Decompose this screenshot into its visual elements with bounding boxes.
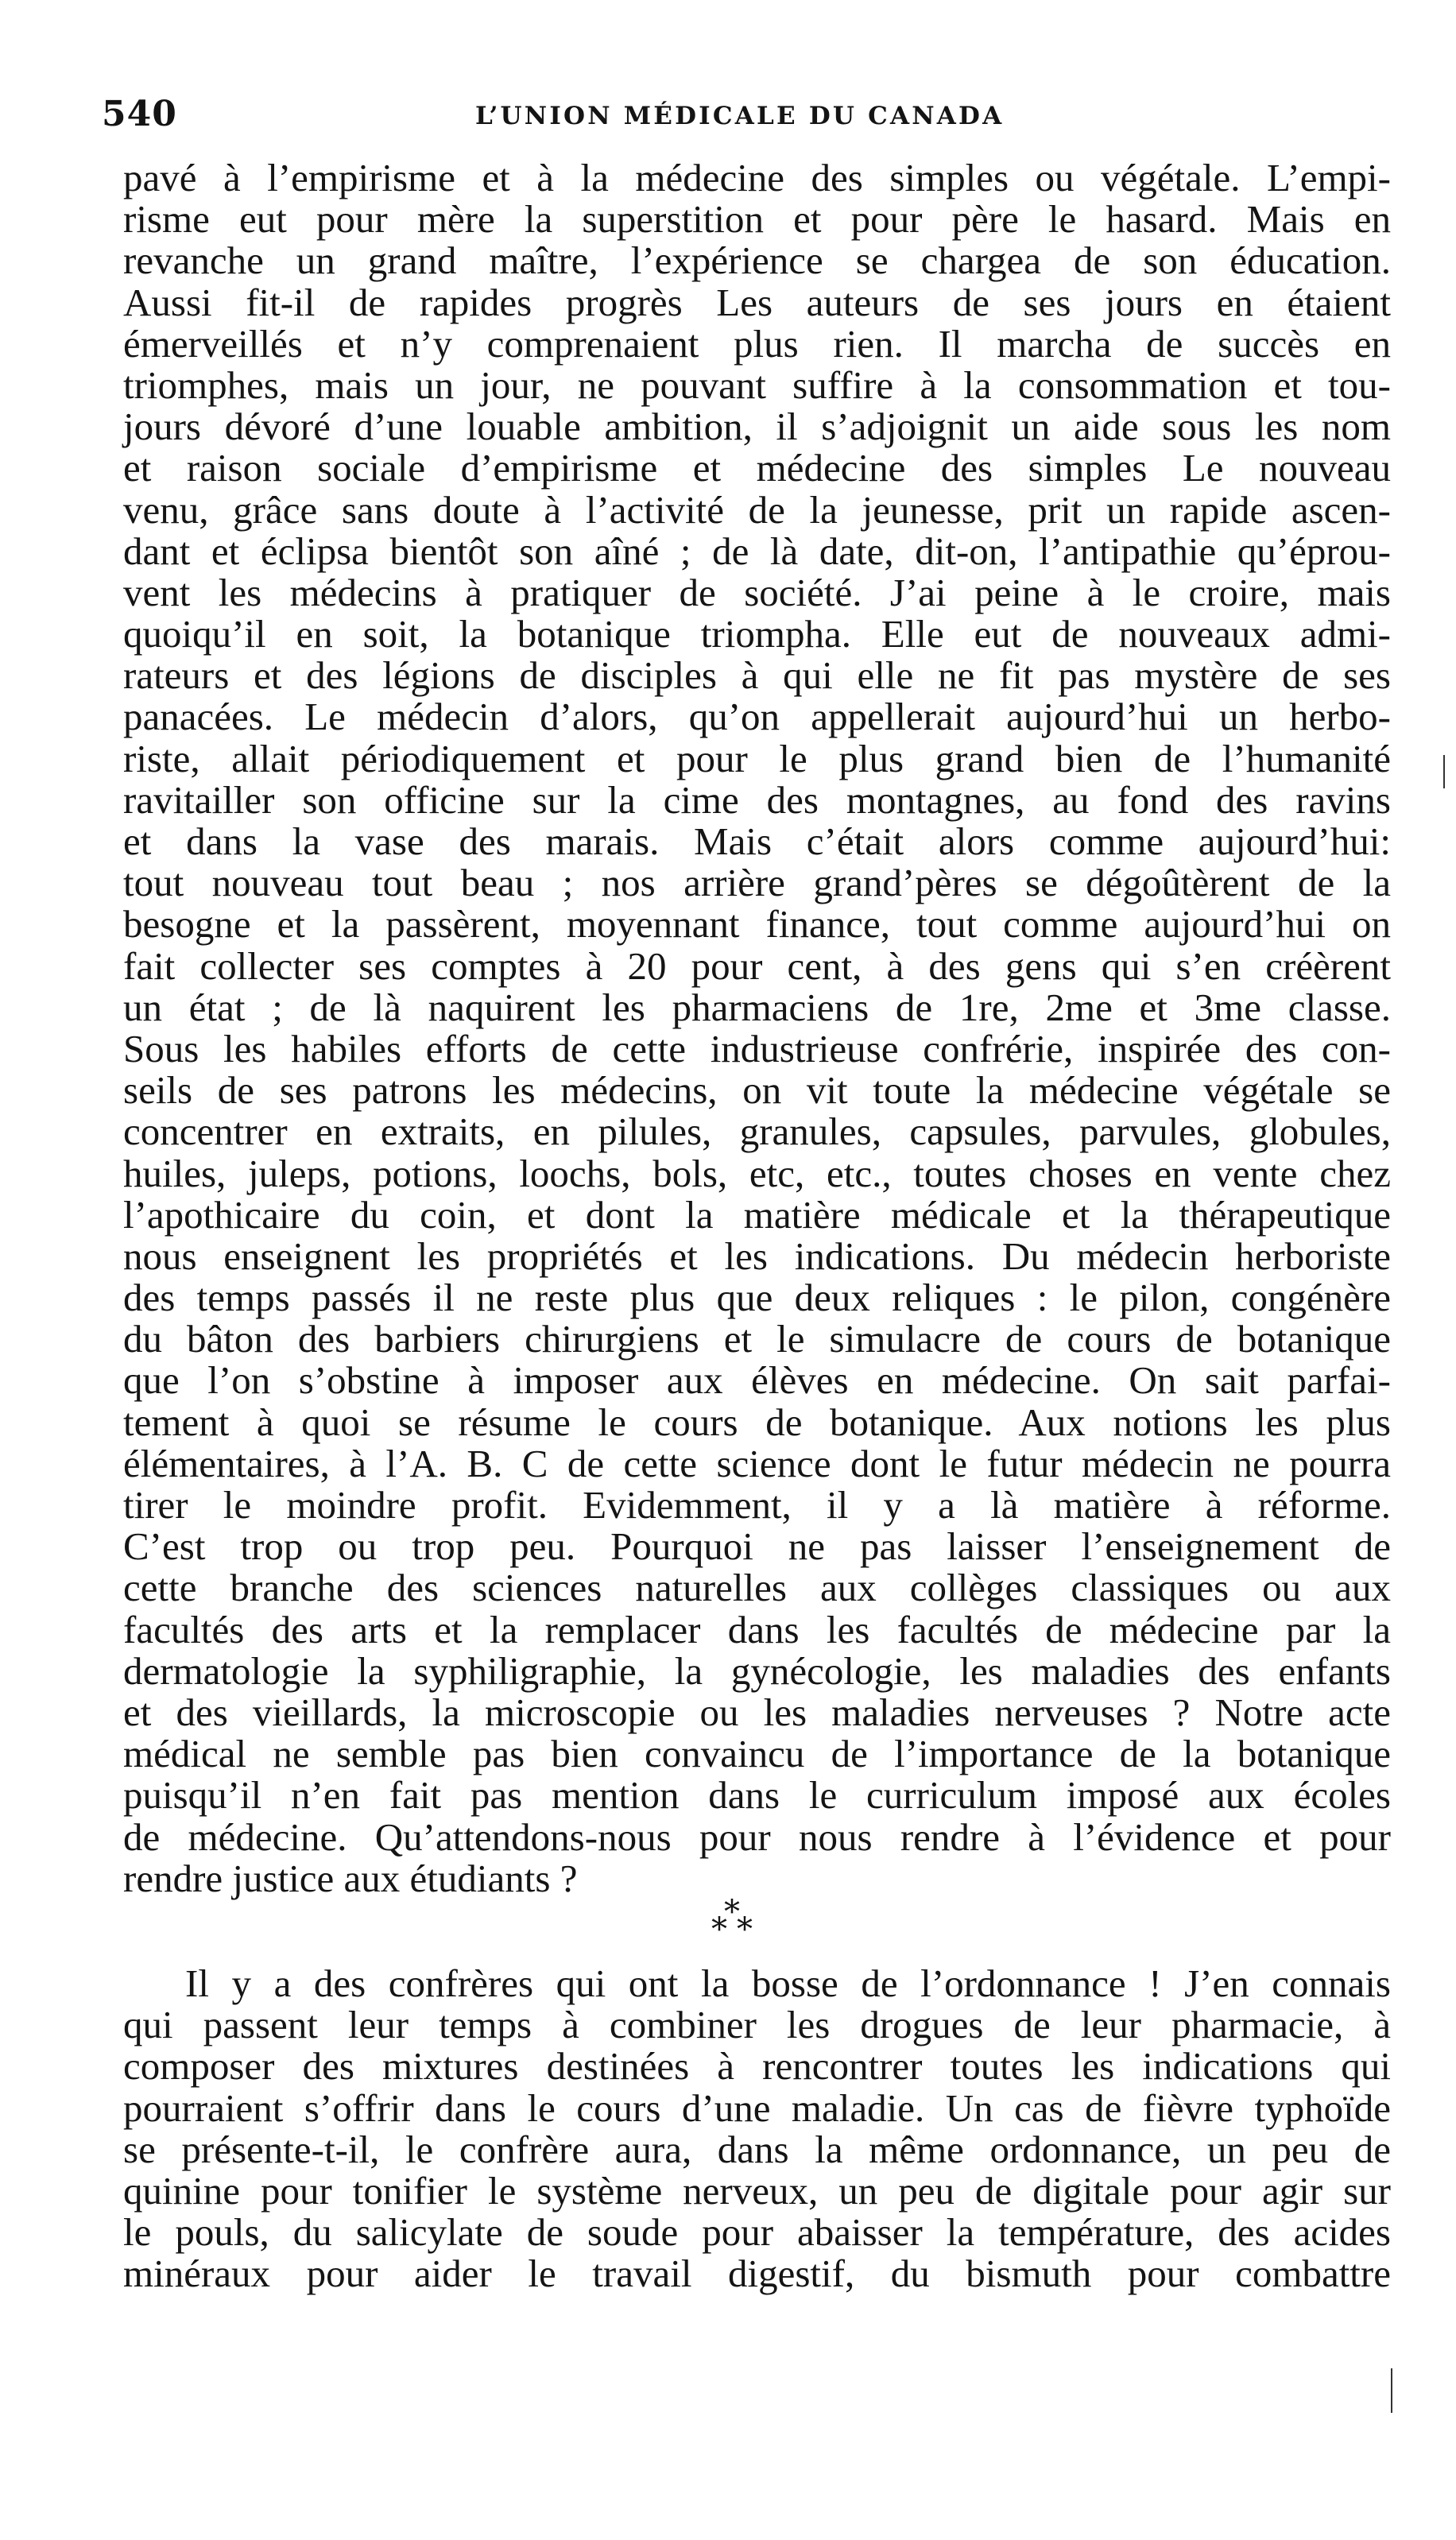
text-line: quinine pour tonifier le système nerveux, un peu de digitale pour agir sur bbox=[123, 2168, 1391, 2213]
margin-rule bbox=[1391, 2368, 1392, 2413]
text-line: minéraux pour aider le travail digestif, du bismuth pour combattre bbox=[123, 2252, 1391, 2296]
text-line: rendre justice aux étudiants ? bbox=[123, 1856, 578, 1900]
text-line: Sous les habiles efforts de cette industrieuse confrérie, inspirée des con- bbox=[123, 1026, 1391, 1071]
text-line: du bâton des barbiers chirurgiens et le simulacre de cours de botanique bbox=[123, 1317, 1391, 1361]
text-line: tirer le moindre profit. Evidemment, il y a là matière à réforme. bbox=[123, 1483, 1391, 1527]
text-line: émerveillés et n’y comprenaient plus rien. Il marcha de succès en bbox=[123, 321, 1391, 366]
text-line: cette branche des sciences naturelles aux collèges classiques ou aux bbox=[123, 1566, 1391, 1610]
text-line: médical ne semble pas bien convaincu de l’importance de la botanique bbox=[123, 1732, 1391, 1776]
text-line: venu, grâce sans doute à l’activité de la jeunesse, prit un rapide ascen- bbox=[123, 487, 1391, 532]
text-line: tout nouveau tout beau ; nos arrière grand’pères se dégoûtèrent de la bbox=[123, 861, 1391, 905]
text-line: quoiqu’il en soit, la botanique triompha. Elle eut de nouveaux admi- bbox=[123, 612, 1391, 656]
text-line: élémentaires, à l’A. B. C de cette science dont le futur médecin ne pourra bbox=[123, 1441, 1391, 1485]
text-line: jours dévoré d’une louable ambition, il s’adjoignit un aide sous les nom bbox=[123, 405, 1391, 449]
asterisk-icon: * bbox=[737, 1911, 753, 1948]
text-line: dermatologie la syphiligraphie, la gynécologie, les maladies des enfants bbox=[123, 1648, 1391, 1693]
text-line: et dans la vase des marais. Mais c’était alors comme aujourd’hui: bbox=[123, 819, 1391, 863]
text-line: panacées. Le médecin d’alors, qu’on appellerait aujourd’hui un herbo- bbox=[123, 695, 1391, 739]
running-head bbox=[102, 94, 1024, 141]
text-line: concentrer en extraits, en pilules, granules, capsules, parvules, globules, bbox=[123, 1109, 1391, 1154]
text-line: dant et éclipsa bientôt son aîné ; de là date, dit-on, l’antipathie qu’éprou- bbox=[123, 529, 1391, 573]
article-paragraph-botany bbox=[123, 157, 1391, 1899]
text-line: de médecine. Qu’attendons-nous pour nous rendre à l’évidence et pour bbox=[123, 1814, 1391, 1859]
text-line: seils de ses patrons les médecins, on vit toute la médecine végétale se bbox=[123, 1068, 1391, 1113]
text-line: composer des mixtures destinées à rencontrer toutes les indications qui bbox=[123, 2044, 1391, 2089]
text-line: et des vieillards, la microscopie ou les maladies nerveuses ? Notre acte bbox=[123, 1690, 1391, 1734]
text-line: un état ; de là naquirent les pharmaciens de 1re, 2me et 3me classe. bbox=[123, 985, 1391, 1029]
text-line: l’apothicaire du coin, et dont la matière médicale et la thérapeutique bbox=[123, 1192, 1391, 1237]
text-line: des temps passés il ne reste plus que deux reliques : le pilon, congénère bbox=[123, 1276, 1391, 1320]
text-line: risme eut pour mère la superstition et pour père le hasard. Mais en bbox=[123, 197, 1391, 242]
text-line: qui passent leur temps à combiner les drogues de leur pharmacie, à bbox=[123, 2003, 1391, 2047]
text-line: tement à quoi se résume le cours de botanique. Aux notions les plus bbox=[123, 1400, 1391, 1444]
journal-title: L’UNION MÉDICALE DU CANADA bbox=[475, 102, 1005, 130]
text-line: huiles, juleps, potions, loochs, bols, etc, etc., toutes choses en vente chez bbox=[123, 1151, 1391, 1195]
text-line: se présente-t-il, le confrère aura, dans la même ordonnance, un peu de bbox=[123, 2127, 1391, 2171]
text-line: puisqu’il n’en fait pas mention dans le curriculum imposé aux écoles bbox=[123, 1773, 1391, 1818]
text-line: le pouls, du salicylate de soude pour abaisser la température, des acides bbox=[123, 2210, 1391, 2255]
text-line: nous enseignent les propriétés et les indications. Du médecin herboriste bbox=[123, 1233, 1391, 1278]
text-line: besogne et la passèrent, moyennant finance, tout comme aujourd’hui on bbox=[123, 902, 1391, 947]
text-line: que l’on s’obstine à imposer aux élèves en médecine. On sait parfai- bbox=[123, 1358, 1391, 1403]
margin-rule bbox=[1443, 755, 1445, 788]
text-line: rateurs et des légions de disciples à qui elle ne fit pas mystère de ses bbox=[123, 653, 1391, 698]
text-line: ravitailler son officine sur la cime des montagnes, au fond des ravins bbox=[123, 777, 1391, 822]
text-line: revanche un grand maître, l’expérience se chargea de son éducation. bbox=[123, 238, 1391, 283]
text-line: triomphes, mais un jour, ne pouvant suffire à la consommation et tou- bbox=[123, 362, 1391, 407]
text-line: pavé à l’empirisme et à la médecine des simples ou végétale. L’empi- bbox=[123, 156, 1391, 199]
text-line: vent les médecins à pratiquer de société. J’ai peine à le croire, mais bbox=[123, 570, 1391, 614]
article-paragraph-prescriptions bbox=[123, 1963, 1391, 2295]
text-line: fait collecter ses comptes à 20 pour cent, à des gens qui s’en créèrent bbox=[123, 943, 1391, 988]
text-line: riste, allait périodiquement et pour le plus grand bien de l’humanité bbox=[123, 736, 1391, 780]
text-line: pourraient s’offrir dans le cours d’une maladie. Un cas de fièvre typhoïde bbox=[123, 2085, 1391, 2130]
text-line: Il y a des confrères qui ont la bosse de l’ordonnance ! J’en connais bbox=[185, 1961, 1391, 2005]
asterisk-icon: * bbox=[724, 1894, 740, 1930]
page-number: 540 bbox=[102, 94, 177, 134]
text-line: Aussi fit-il de rapides progrès Les auteurs de ses jours en étaient bbox=[123, 280, 1391, 324]
text-line: et raison sociale d’empirisme et médecine des simples Le nouveau bbox=[123, 446, 1391, 490]
asterisk-icon: * bbox=[711, 1911, 727, 1948]
text-line: C’est trop ou trop peu. Pourquoi ne pas laisser l’enseignement de bbox=[123, 1524, 1391, 1569]
text-line: facultés des arts et la remplacer dans les facultés de médecine par la bbox=[123, 1607, 1391, 1651]
